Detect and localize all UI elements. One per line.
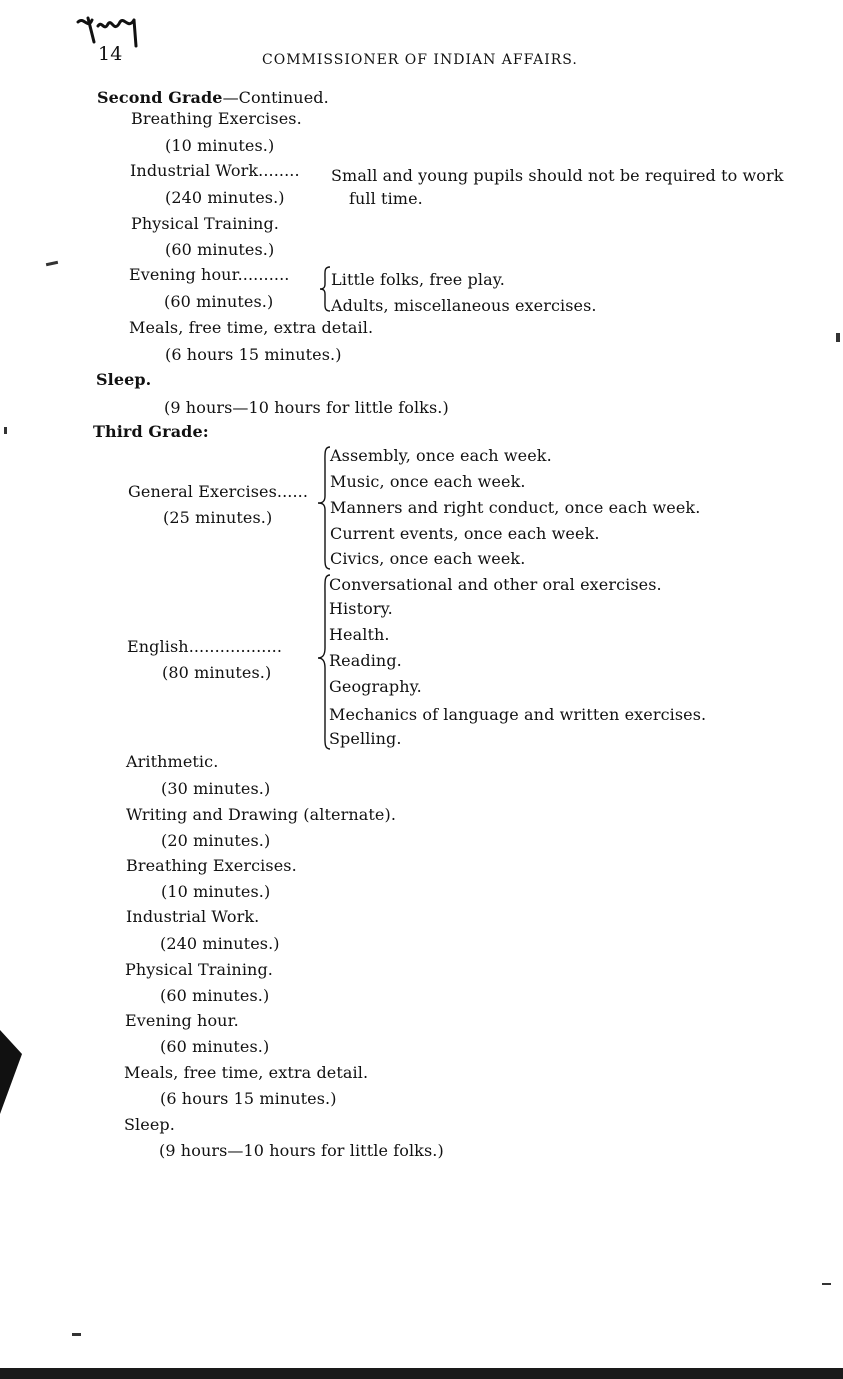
arithmetic-label: Arithmetic. [126,752,219,771]
evening-label [129,265,289,285]
dot-leader: ...... [276,482,309,501]
physical-time: (60 minutes.) [165,240,275,259]
section-heading-second-grade [97,88,329,108]
dot-leader: .......... [237,265,290,284]
breathing-3-time: (10 minutes.) [161,882,271,901]
scan-speck [4,427,7,434]
english-label [127,637,282,657]
meals-time: (6 hours 15 minutes.) [165,345,342,364]
evening-item-1: Little folks, free play. [331,270,505,289]
general-label [128,482,308,502]
scan-shadow-left [0,1030,22,1114]
english-item-6: Mechanics of language and written exercises. [329,705,707,724]
general-time: (25 minutes.) [163,508,273,527]
meals-label: Meals, free time, extra detail. [129,318,374,337]
english-time: (80 minutes.) [162,663,272,682]
evening-3-time: (60 minutes.) [160,1037,270,1056]
physical-label: Physical Training. [131,214,279,233]
third-grade-heading: Third Grade: [93,422,209,441]
english-item-2: History. [329,599,393,618]
industrial-3-label: Industrial Work. [126,907,260,926]
physical-3-time: (60 minutes.) [160,986,270,1005]
scan-speck [72,1333,81,1336]
evening-item-2: Adults, miscellaneous exercises. [331,296,597,315]
general-item-5: Civics, once each week. [330,549,526,568]
sleep-3-label: Sleep. [124,1115,175,1134]
general-item-2: Music, once each week. [330,472,526,491]
industrial-note-line2: full time. [349,189,423,208]
sleep-3-time: (9 hours—10 hours for little folks.) [159,1141,444,1160]
english-item-4: Reading. [329,651,402,670]
general-item-4: Current events, once each week. [330,524,600,543]
general-label-text: General Exercises [128,482,277,501]
continued-label: —Continued. [222,88,329,107]
page-number: 14 [98,43,123,65]
physical-3-label: Physical Training. [125,960,273,979]
arithmetic-time: (30 minutes.) [161,779,271,798]
general-item-3: Manners and right conduct, once each week. [330,498,701,517]
breathing-label: Breathing Exercises. [131,109,302,128]
meals-3-label: Meals, free time, extra detail. [124,1063,369,1082]
second-grade-heading: Second Grade [97,88,223,107]
breathing-time: (10 minutes.) [165,136,275,155]
dot-leader: .................. [188,637,283,656]
scan-edge-bottom [0,1368,843,1379]
scan-speck [822,1283,831,1285]
evening-label-text: Evening hour [129,265,238,284]
breathing-3-label: Breathing Exercises. [126,856,297,875]
industrial-3-time: (240 minutes.) [160,934,280,953]
writing-label: Writing and Drawing (alternate). [126,805,397,824]
english-item-1: Conversational and other oral exercises. [329,575,662,594]
meals-3-time: (6 hours 15 minutes.) [160,1089,337,1108]
general-item-1: Assembly, once each week. [330,446,552,465]
sleep-time: (9 hours—10 hours for little folks.) [164,398,449,417]
scan-speck [46,261,58,266]
evening-time: (60 minutes.) [164,292,274,311]
industrial-label-text: Industrial Work [130,161,259,180]
sleep-label: Sleep. [96,370,152,389]
english-item-5: Geography. [329,677,422,696]
industrial-label [130,161,300,181]
industrial-note-line1: Small and young pupils should not be required to work [331,166,784,185]
scan-speck [836,333,840,342]
writing-time: (20 minutes.) [161,831,271,850]
industrial-time: (240 minutes.) [165,188,285,207]
running-title: COMMISSIONER OF INDIAN AFFAIRS. [262,52,578,68]
brace-icon [318,266,332,312]
evening-3-label: Evening hour. [125,1011,239,1030]
english-label-text: English [127,637,189,656]
english-item-3: Health. [329,625,390,644]
english-item-7: Spelling. [329,729,402,748]
dot-leader: ........ [258,161,300,180]
